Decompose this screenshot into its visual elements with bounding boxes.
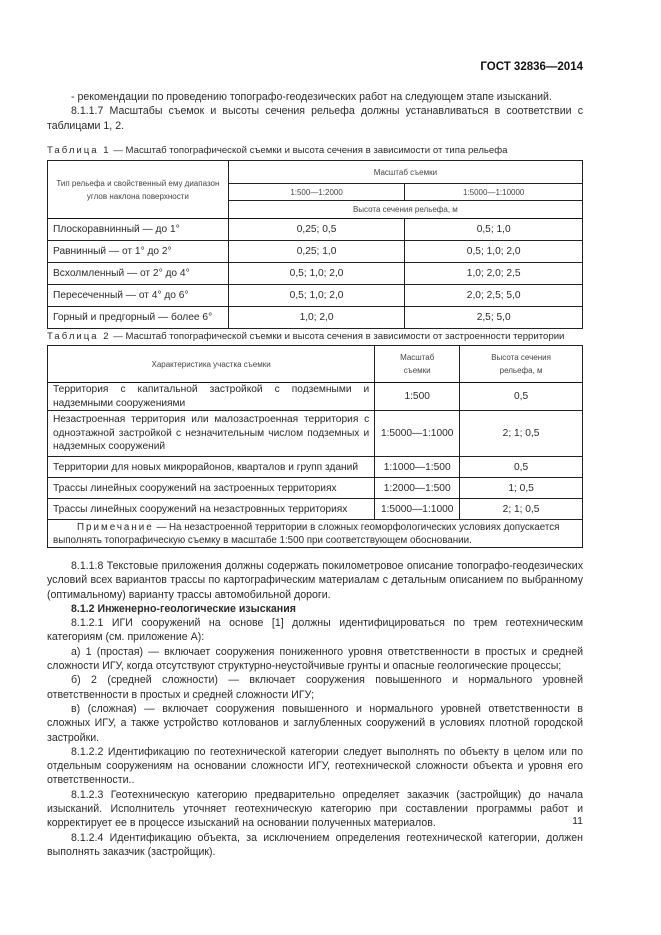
table-row [48, 241, 583, 263]
cell: Плоскоравнинный — до 1° [48, 219, 229, 241]
cell: 1:1000—1:500 [375, 457, 460, 478]
cell: 0,5 [460, 457, 583, 478]
paragraph: 8.1.2.2 Идентификацию по геотехнической категории следует выполнять по объекту в целом или по отдельным сооружениям на основании сложности ИГУ, геотехнической сложности объекта и уровня его ответственности.. [47, 745, 583, 787]
table1-head-type: Тип рельефа и свойственный ему диапазон углов наклона поверхности [48, 161, 229, 219]
table2-head-scale: Масштаб съемки [375, 346, 460, 383]
document-header: ГОСТ 32836—2014 [480, 61, 583, 73]
cell: 1; 0,5 [460, 478, 583, 499]
cell: 1:500 [375, 383, 460, 411]
page-number: 11 [572, 815, 583, 827]
table-row [48, 478, 583, 499]
cell: Территория с капитальной застройкой с подземными и надземными сооружениями [48, 383, 375, 411]
cell: 0,5; 1,0 [405, 219, 583, 241]
table2-caption [47, 331, 564, 342]
caption-label: Таблица 1 [47, 145, 111, 156]
table1-head-scale: Масштаб съемки [228, 161, 582, 184]
table2 [47, 345, 583, 548]
note-text: — На незастроенной территории в сложных геоморфологических условиях допускается выполнять топографическую съемку в масштабе 1:500 при соответствующем обосновании. [53, 521, 560, 546]
caption-text: — Масштаб топографической съемки и высота сечения в зависимости от типа рельефа [110, 145, 508, 156]
paragraph: 8.1.2.3 Геотехническую категорию предварительно определяет заказчик (застройщик) до начала изысканий. Исполнитель уточняет геотехническую категорию при составлении программы работ и корректирует ее в процессе изысканий на основании полученных материалов. [47, 788, 583, 830]
cell: 1:5000—1:1000 [375, 499, 460, 520]
cell: 0,5; 1,0; 2,0 [405, 241, 583, 263]
paragraph: 8.1.2.4 Идентификацию объекта, за исключением определения геотехнической категории, должен выполнять заказчик (застройщик). [47, 831, 583, 858]
cell: Горный и предгорный — более 6° [48, 307, 229, 329]
cell: 1,0; 2,0; 2,5 [405, 263, 583, 285]
table-row [48, 263, 583, 285]
table1-head-height: Высота сечения рельефа, м [228, 201, 582, 219]
list-item: б) 2 (средней сложности) — включает сооружения повышенного и нормального уровней ответственности в простых и средней сложности ИГУ; [47, 674, 583, 701]
cell: 2,0; 2,5; 5,0 [405, 285, 583, 307]
table1-caption [47, 145, 507, 156]
cell: Трассы линейных сооружений на застроенных территориях [48, 478, 375, 499]
cell: Пересеченный — от 4° до 6° [48, 285, 229, 307]
section-heading: 8.1.2 Инженерно-геологические изыскания [71, 602, 296, 615]
cell: 1:5000—1:1000 [375, 411, 460, 457]
cell: 1,0; 2,0 [228, 307, 405, 329]
cell: 0,5 [460, 383, 583, 411]
cell: 2; 1; 0,5 [460, 499, 583, 520]
paragraph: 8.1.1.7 Масштабы съемок и высоты сечения рельефа должны устанавливаться в соответствии с таблицами 1, 2. [47, 105, 583, 132]
cell: 2,5; 5,0 [405, 307, 583, 329]
table-row [48, 285, 583, 307]
note-label: Примечание [77, 521, 154, 533]
table-row [48, 219, 583, 241]
cell: Трассы линейных сооружений на незастровнных территориях [48, 499, 375, 520]
intro-text [47, 90, 583, 133]
list-item: в) (сложная) — включает сооружения повышенного и нормального уровней ответственности в сложных ИГУ, а также устройство котлованов и заглубленных сооружений в условиях плотной городской застройки. [47, 702, 583, 744]
paragraph: 8.1.2.1 ИГИ сооружений на основе [1] должны идентифицироваться по трем геотехническим категориям (см. приложение А): [47, 617, 583, 644]
caption-text: — Масштаб топографической съемки и высота сечения в зависимости от застроенности территории [110, 331, 565, 342]
body-text [47, 559, 583, 859]
cell: 0,5; 1,0; 2,0 [228, 285, 405, 307]
table1-head-scale1: 1:500—1:2000 [228, 184, 405, 201]
table-row [48, 457, 583, 478]
paragraph: - рекомендации по проведению топографо-геодезических работ на следующем этапе изысканий. [71, 91, 552, 103]
table-row [48, 307, 583, 329]
cell: Территории для новых микрорайонов, кварталов и групп зданий [48, 457, 375, 478]
cell: Незастроенная территория или малозастроенная территория с одноэтажной застройкой с незначительным числом подземных и надземных сооружений [48, 411, 375, 457]
paragraph: 8.1.1.8 Текстовые приложения должны содержать покилометровое описание топографо-геодезических условий всех вариантов трассы по картографическим материалам с детальным описанием по выбранному (оптимальному) варианту трассы автомобильной дороги. [47, 560, 583, 601]
table-row [48, 499, 583, 520]
cell: Всхолмленный — от 2° до 4° [48, 263, 229, 285]
cell: 0,5; 1,0; 2,0 [228, 263, 405, 285]
table2-head-height: Высота сечения рельефа, м [460, 346, 583, 383]
caption-label: Таблица 2 [47, 331, 111, 342]
list-item: а) 1 (простая) — включает сооружения пониженного уровня ответственности в простых и средней сложности ИГУ, когда отсутствуют структурно-неустойчивые грунты и опасные геологические процессы; [47, 645, 583, 673]
cell: 0,25; 0,5 [228, 219, 405, 241]
table1-head-scale2: 1:5000—1:10000 [405, 184, 583, 201]
table-note-row [48, 520, 583, 548]
cell: 2; 1; 0,5 [460, 411, 583, 457]
cell: Равнинный — от 1° до 2° [48, 241, 229, 263]
table1 [47, 160, 583, 329]
table-row [48, 383, 583, 411]
table-note [48, 520, 583, 548]
cell: 0,25; 1,0 [228, 241, 405, 263]
cell: 1:2000—1:500 [375, 478, 460, 499]
table2-head-characteristic: Характеристика участка съемки [48, 346, 375, 383]
table-row [48, 411, 583, 457]
